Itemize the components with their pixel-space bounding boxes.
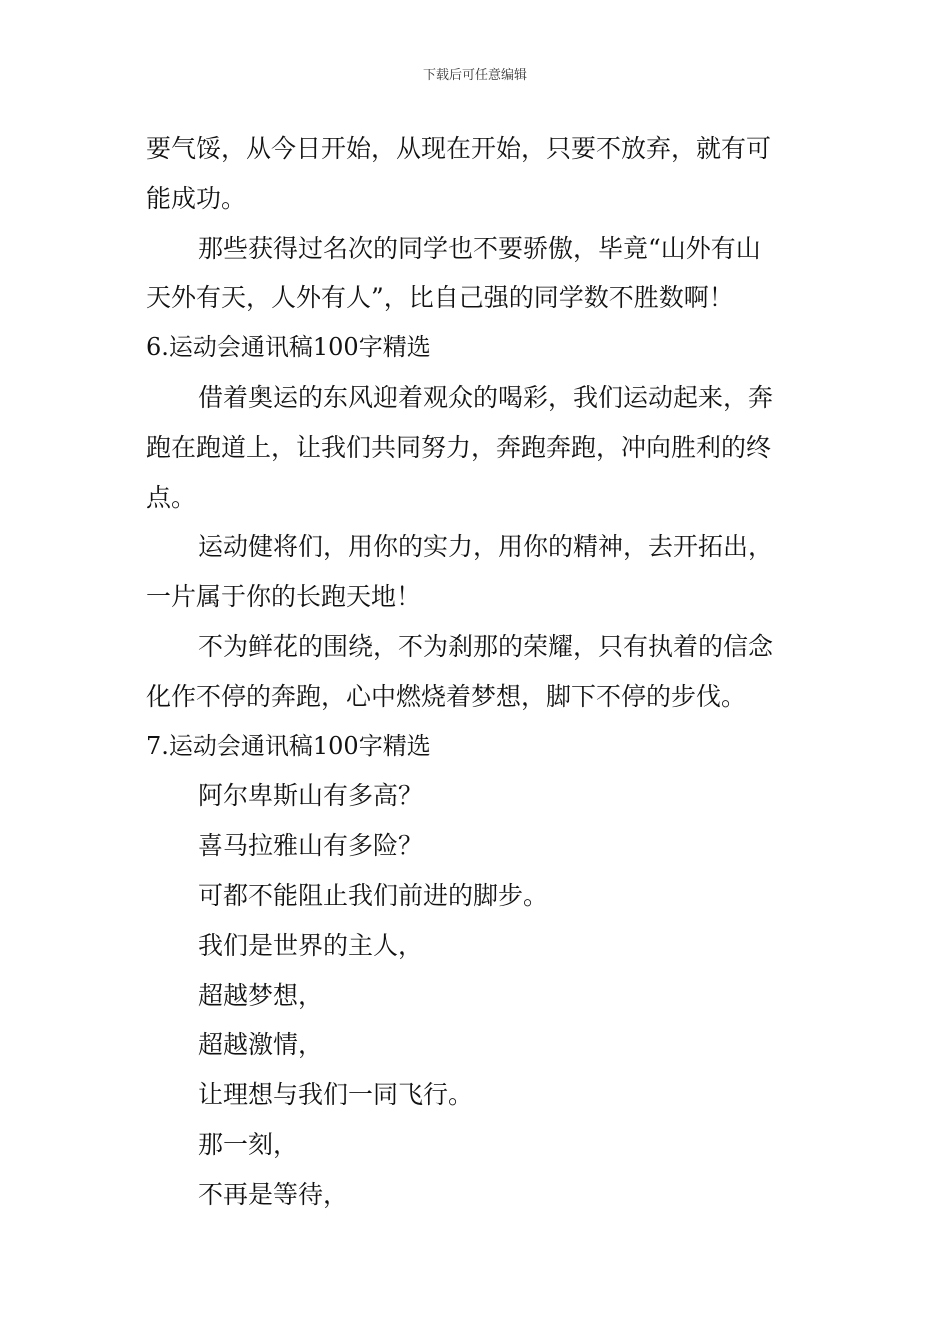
header-note: 下载后可任意编辑 bbox=[422, 68, 527, 83]
text-line: 点。 bbox=[146, 482, 197, 512]
text-line: 超越梦想， bbox=[198, 980, 324, 1010]
text-line: 喜马拉雅山有多险？ bbox=[198, 831, 424, 861]
text-line: 阿尔卑斯山有多高？ bbox=[198, 781, 424, 811]
text-line: 运动健将们，用你的实力，用你的精神，去开拓出， bbox=[198, 532, 774, 562]
text-line: 让理想与我们一同飞行。 bbox=[198, 1080, 474, 1110]
document-body bbox=[146, 124, 806, 1220]
text-line: 一片属于你的长跑天地！ bbox=[146, 582, 422, 612]
text-line: 借着奥运的东风迎着观众的喝彩，我们运动起来，奔 bbox=[198, 382, 774, 412]
text-line: 不再是等待， bbox=[198, 1179, 349, 1209]
text-line: 跑在跑道上，让我们共同努力，奔跑奔跑，冲向胜利的终 bbox=[146, 432, 772, 462]
text-line: 能成功。 bbox=[146, 183, 247, 213]
section-heading: 6.运动会通讯稿100字精选 bbox=[146, 333, 431, 362]
text-line: 不为鲜花的围绕，不为刹那的荣耀，只有执着的信念 bbox=[198, 631, 774, 661]
section-heading: 7.运动会通讯稿100字精选 bbox=[146, 731, 431, 760]
text-line: 那些获得过名次的同学也不要骄傲，毕竟“山外有山 bbox=[198, 233, 761, 263]
text-line: 那一刻， bbox=[198, 1129, 299, 1159]
text-line: 超越激情， bbox=[198, 1030, 324, 1060]
text-line: 要气馁，从今日开始，从现在开始，只要不放弃，就有可 bbox=[146, 134, 772, 163]
text-line: 可都不能阻止我们前进的脚步。 bbox=[198, 880, 549, 910]
text-line: 天外有天，人外有人”，比自己强的同学数不胜数啊！ bbox=[146, 283, 734, 313]
text-line: 化作不停的奔跑，心中燃烧着梦想，脚下不停的步伐。 bbox=[146, 681, 747, 711]
text-line: 我们是世界的主人， bbox=[198, 930, 424, 960]
